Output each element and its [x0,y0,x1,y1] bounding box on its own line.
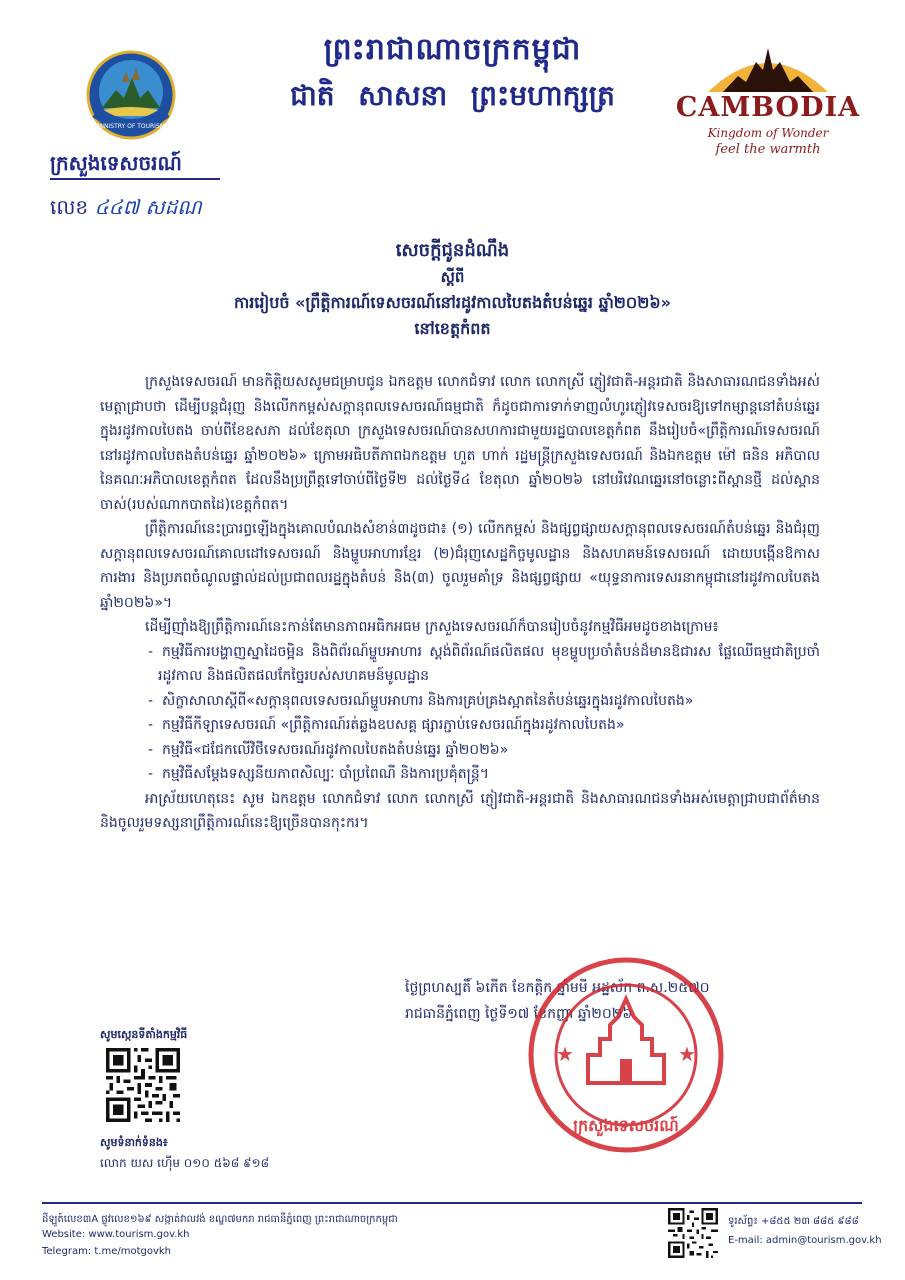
cambodia-brand-logo [668,40,868,160]
national-motto: ជាតិ សាសនា ព្រះមហាក្សត្រ [290,79,615,112]
contact-person-phone: លោក យស ហ៊ើម ០១០ ៥៦៨ ៩១៨ [100,1156,270,1170]
footer-address: ដីឡូត៍លេខ៣A ផ្លូវលេខ១៦៩ សង្កាត់វាលវង់ ខណ្ឌ៧មករា រាជធានីភ្នំពេញ ព្រះរាជាណាចក្រកម្ពុជា [42,1214,398,1225]
svg-text:MINISTRY OF TOURISM: MINISTRY OF TOURISM [97,123,165,130]
footer-email[interactable]: E-mail: admin@tourism.gov.kh [728,1235,882,1246]
list-item: - កម្មវិធីកីឡាទេសចរណ៍ «ព្រឹត្តិការណ៍រត់ឆ្លងឧបសគ្គ ផ្សារភ្ជាប់ទេសចរណ៍ក្នុងរដូវកាលបៃតង» [148,717,625,733]
cambodia-tagline: Kingdom of Wonder [707,126,829,140]
list-item: - កម្មវិធីការបង្ហាញស្នាដៃចម្អិន និងពិព័រណ៍ម្ហូបអាហារ ស្តង់ពិព័រណ៍ផលិតផល មុខម្ហូបប្រចាំតំបន់ដ៏មានឱជារស ផ្លែឈើធម្មជាតិប្រចាំរដូវកាល និងផលិតផលកែច្នៃរបស់សហគមន៍មូលដ្ឋាន [148,643,820,684]
body-paragraph-1: ក្រសួងទេសចរណ៍ មានកិត្តិយសសូមជម្រាបជូន ឯកឧត្តម លោកជំទាវ លោក លោកស្រី ភ្ញៀវជាតិ-អន្តរជាតិ និងសាធារណជនទាំងអស់មេត្តាជ្រាបថា ដើម្បីបន្តជំរុញ និងលើកកម្ពស់សក្តានុពលទេសចរណ៍ធម្មជាតិ ក៏ដូចជាការទាក់ទាញលំហូរភ្ញៀវទេសចរឱ្យទៅកម្សាន្តនៅតំបន់ឆ្នេរក្នុងរដូវកាលបៃតង ចាប់ពីខែឧសភា ដល់ខែតុលា ក្រសួងទេសចរណ៍បានសហការជាមួយរដ្ឋបាលខេត្តកំពត នឹងរៀបចំ«ព្រឹត្តិការណ៍ទេសចរណ៍នៅរដូវកាលបៃតងតំបន់ឆ្នេរ ឆ្នាំ២០២៦» ក្រោមអធិបតីភាពឯកឧត្តម ហួត ហាក់ រដ្ឋមន្ត្រីក្រសួងទេសចរណ៍ និងឯកឧត្តម ម៉ៅ ធនិន អភិបាលនៃគណៈអភិបាលខេត្តកំពត ដែលនឹងប្រព្រឹត្តទៅចាប់ពីថ្ងៃទី២ ដល់ថ្ងៃទី៤ ខែតុលា ឆ្នាំ២០២៦ នៅបរិវេណឆ្នេរនៅចន្លោះពីស្ពានថ្មី ដល់ស្ពានចាស់(របស់ណាកបាតដៃ)ខេត្តកំពត។ [100,374,821,513]
body-paragraph-3: ដើម្បីញ៉ាំងឱ្យព្រឹត្តិការណ៍នេះកាន់តែមានភាពអធិកអធម ក្រសួងទេសចរណ៍ក៏បានរៀបចំនូវកម្មវិធីអមដូចខាងក្រោម៖ [145,619,719,635]
svg-text:★: ★ [556,1042,574,1066]
title-notice: សេចក្តីជូនដំណឹង [395,240,510,261]
event-location-qr-code[interactable] [106,1048,180,1122]
lunar-date: ថ្ងៃព្រហស្បតិ៍ ៦កើត ខែកត្តិក ឆ្នាំមមី អដ្ឋស័ក ព.ស.២៥៧០ [405,980,710,996]
ministry-name: ក្រសួងទេសចរណ៍ [50,151,182,175]
official-seal-stamp [526,955,726,1155]
document-title [0,238,905,342]
footer-qr-code[interactable] [668,1208,718,1258]
scan-location-label: សូមស្កេនទីតាំងកម្មវិធី [100,1028,188,1041]
reference-label: លេខ [50,195,89,219]
list-item: - សិក្ខាសាលាស្តីពី«សក្តានុពលទេសចរណ៍ម្ហូបអាហារ និងការគ្រប់គ្រងស្អាតនៃតំបន់ឆ្នេរក្នុងរដូវកាលបៃតង» [148,692,694,709]
contact-label: សូមទំនាក់ទំនង៖ [100,1136,168,1149]
footer-divider [42,1202,862,1204]
cambodia-wordmark: CAMBODIA [675,92,861,123]
solar-date: រាជធានីភ្នំពេញ ថ្ងៃទី១៧ ខែកញ្ញា ឆ្នាំ២០២៦ [405,1006,633,1022]
footer-phone: ទូរស័ព្ទ៖ +៨៥៥ ២៣ ៨៨៥ ៩៨៨ [728,1216,859,1227]
ministry-of-tourism-logo [86,50,176,140]
body-paragraph-4: អាស្រ័យហេតុនេះ សូម ឯកឧត្តម លោកជំទាវ លោក លោកស្រី ភ្ញៀវជាតិ-អន្តរជាតិ និងសាធារណជនទាំងអស់មេត្តាជ្រាបជាព័ត៌មាន និងចូលរួមទស្សនាព្រឹត្តិការណ៍នេះឱ្យច្រើនបានកុះករ។ [100,790,820,831]
document-body [100,370,820,836]
footer-telegram[interactable]: Telegram: t.me/motgovkh [42,1246,172,1257]
kingdom-heading: ព្រះរាជាណាចក្រកម្ពុជា [323,32,582,67]
footer-website[interactable]: Website: www.tourism.gov.kh [42,1229,190,1240]
body-paragraph-2: ព្រឹត្តិការណ៍នេះប្រារព្ធឡើងក្នុងគោលបំណងសំខាន់៣ដូចជា៖ (១) លើកកម្ពស់ និងផ្សព្វផ្សាយសក្តានុពលទេសចរណ៍តំបន់ឆ្នេរ និងជំរុញសក្តានុពលទេសចរណ៍គោលដៅទេសចរណ៍ និងម្ហូបអាហារខ្មែរ (២)ជំរុញសេដ្ឋកិច្ចមូលដ្ឋាន និងសហគមន៍ទេសចរណ៍ ដោយបង្កើនឱកាសការងារ និងប្រភពចំណូលផ្ទាល់ដល់ប្រជាពលរដ្ឋក្នុងតំបន់ និង(៣) ចូលរួមគាំទ្រ និងផ្សព្វផ្សាយ «យុទ្ធនាការទេសរនាកម្ពុជានៅរដូវកាលបៃតងឆ្នាំ២០២៦»។ [100,521,820,611]
program-list [100,640,820,787]
title-location: នៅខេត្តកំពត [414,319,491,338]
ministry-name-underline [50,178,220,180]
title-subject-label: ស្តីពី [440,268,465,286]
svg-text:ក្រសួងទេសចរណ៍: ក្រសួងទេសចរណ៍ [573,1116,679,1135]
reference-number [50,194,202,224]
reference-value: ៤៤៧ សដណ [94,195,202,219]
list-item: - កម្មវិធី«ជជែកលើវិថីទេសចរណ៍រដូវកាលបៃតងតំបន់ឆ្នេរ ឆ្នាំ២០២៦» [148,741,509,758]
list-item: - កម្មវិធីសម្តែងទស្សនីយភាពសិល្បៈ បាំប្រពៃណី និងការប្រគុំតន្ត្រី។ [148,766,489,782]
svg-text:★: ★ [678,1042,696,1066]
cambodia-slogan: feel the warmth [715,142,821,157]
title-subject: ការរៀបចំ «ព្រឹត្តិការណ៍ទេសចរណ៍នៅរដូវកាលបៃតងតំបន់ឆ្នេរ ឆ្នាំ២០២៦» [233,293,672,312]
